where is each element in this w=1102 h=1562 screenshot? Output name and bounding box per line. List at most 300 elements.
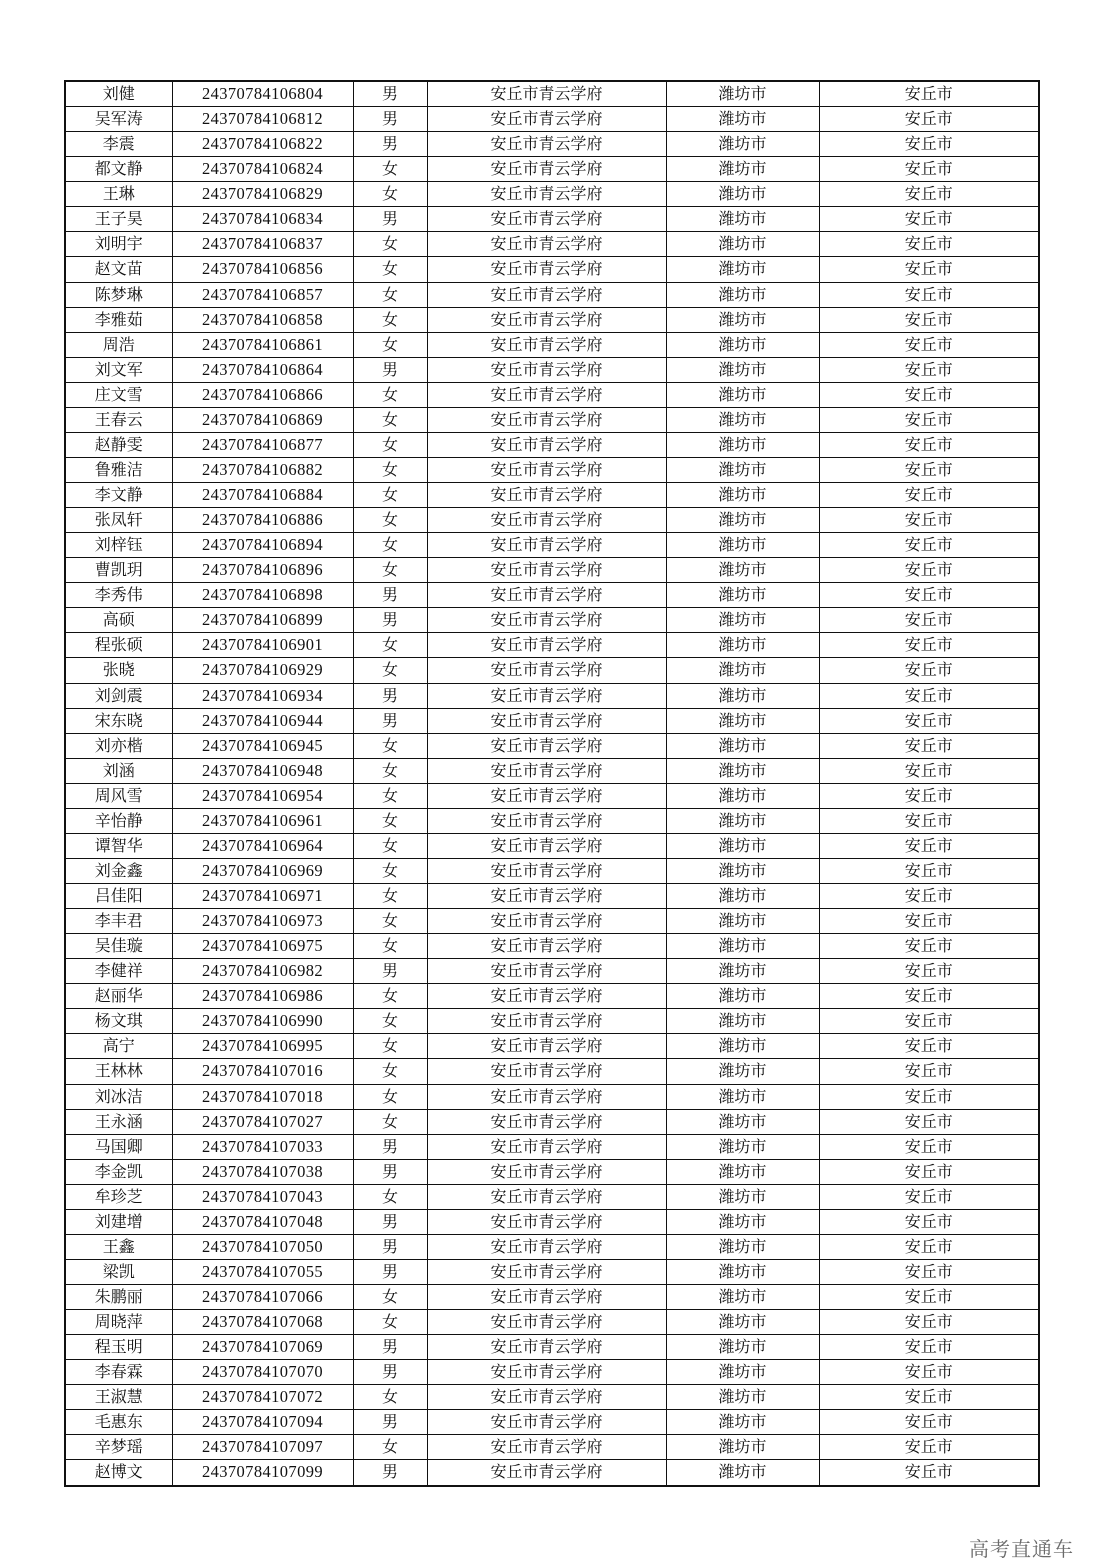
table-row [65, 457, 1039, 482]
cell-county: 安丘市 [819, 1084, 1039, 1109]
table-row [65, 1084, 1039, 1109]
cell-school: 安丘市青云学府 [427, 658, 666, 683]
cell-gender: 男 [353, 132, 427, 157]
cell-school: 安丘市青云学府 [427, 884, 666, 909]
cell-name: 庄文雪 [65, 382, 172, 407]
cell-ticket: 24370784106858 [172, 307, 353, 332]
cell-gender: 女 [353, 407, 427, 432]
cell-city: 潍坊市 [666, 432, 819, 457]
cell-gender: 女 [353, 1109, 427, 1134]
cell-name: 谭智华 [65, 833, 172, 858]
cell-name: 赵丽华 [65, 984, 172, 1009]
cell-school: 安丘市青云学府 [427, 733, 666, 758]
cell-gender: 女 [353, 984, 427, 1009]
cell-name: 李雅茹 [65, 307, 172, 332]
cell-gender: 女 [353, 658, 427, 683]
cell-ticket: 24370784107033 [172, 1134, 353, 1159]
cell-ticket: 24370784107070 [172, 1360, 353, 1385]
cell-county: 安丘市 [819, 1209, 1039, 1234]
cell-city: 潍坊市 [666, 959, 819, 984]
cell-school: 安丘市青云学府 [427, 407, 666, 432]
cell-ticket: 24370784107038 [172, 1159, 353, 1184]
cell-city: 潍坊市 [666, 207, 819, 232]
cell-gender: 女 [353, 432, 427, 457]
table-row [65, 382, 1039, 407]
cell-ticket: 24370784106961 [172, 808, 353, 833]
cell-school: 安丘市青云学府 [427, 1435, 666, 1460]
cell-name: 周浩 [65, 332, 172, 357]
table-row [65, 81, 1039, 107]
table-row [65, 407, 1039, 432]
cell-county: 安丘市 [819, 107, 1039, 132]
cell-school: 安丘市青云学府 [427, 1360, 666, 1385]
cell-ticket: 24370784106886 [172, 508, 353, 533]
cell-city: 潍坊市 [666, 508, 819, 533]
cell-gender: 男 [353, 583, 427, 608]
cell-ticket: 24370784106884 [172, 483, 353, 508]
cell-gender: 女 [353, 733, 427, 758]
cell-name: 鲁雅洁 [65, 457, 172, 482]
cell-school: 安丘市青云学府 [427, 858, 666, 883]
cell-name: 朱鹏丽 [65, 1285, 172, 1310]
cell-name: 王琳 [65, 182, 172, 207]
cell-school: 安丘市青云学府 [427, 833, 666, 858]
cell-county: 安丘市 [819, 683, 1039, 708]
cell-city: 潍坊市 [666, 232, 819, 257]
cell-county: 安丘市 [819, 332, 1039, 357]
cell-city: 潍坊市 [666, 157, 819, 182]
cell-gender: 女 [353, 1059, 427, 1084]
cell-ticket: 24370784107048 [172, 1209, 353, 1234]
cell-ticket: 24370784106869 [172, 407, 353, 432]
cell-ticket: 24370784107027 [172, 1109, 353, 1134]
cell-county: 安丘市 [819, 858, 1039, 883]
cell-city: 潍坊市 [666, 683, 819, 708]
table-row [65, 1134, 1039, 1159]
cell-gender: 女 [353, 257, 427, 282]
cell-gender: 女 [353, 1285, 427, 1310]
cell-school: 安丘市青云学府 [427, 1134, 666, 1159]
cell-name: 王淑慧 [65, 1385, 172, 1410]
cell-name: 牟珍芝 [65, 1184, 172, 1209]
table-row [65, 533, 1039, 558]
cell-name: 赵静雯 [65, 432, 172, 457]
cell-school: 安丘市青云学府 [427, 1209, 666, 1234]
cell-county: 安丘市 [819, 457, 1039, 482]
cell-gender: 男 [353, 1410, 427, 1435]
table-row [65, 1009, 1039, 1034]
cell-city: 潍坊市 [666, 909, 819, 934]
table-row [65, 107, 1039, 132]
cell-city: 潍坊市 [666, 658, 819, 683]
cell-ticket: 24370784107099 [172, 1460, 353, 1486]
cell-name: 宋东晓 [65, 708, 172, 733]
cell-name: 赵文苗 [65, 257, 172, 282]
cell-name: 杨文琪 [65, 1009, 172, 1034]
cell-city: 潍坊市 [666, 1159, 819, 1184]
cell-school: 安丘市青云学府 [427, 257, 666, 282]
table-row [65, 708, 1039, 733]
cell-school: 安丘市青云学府 [427, 1285, 666, 1310]
cell-county: 安丘市 [819, 1435, 1039, 1460]
cell-school: 安丘市青云学府 [427, 1410, 666, 1435]
cell-school: 安丘市青云学府 [427, 984, 666, 1009]
cell-gender: 女 [353, 332, 427, 357]
table-row [65, 332, 1039, 357]
cell-city: 潍坊市 [666, 808, 819, 833]
cell-gender: 女 [353, 1184, 427, 1209]
cell-ticket: 24370784106877 [172, 432, 353, 457]
cell-county: 安丘市 [819, 533, 1039, 558]
cell-name: 王子昊 [65, 207, 172, 232]
table-row [65, 307, 1039, 332]
cell-gender: 女 [353, 808, 427, 833]
cell-gender: 女 [353, 884, 427, 909]
cell-county: 安丘市 [819, 708, 1039, 733]
cell-gender: 女 [353, 483, 427, 508]
cell-school: 安丘市青云学府 [427, 307, 666, 332]
cell-city: 潍坊市 [666, 1034, 819, 1059]
cell-county: 安丘市 [819, 1034, 1039, 1059]
cell-city: 潍坊市 [666, 257, 819, 282]
cell-name: 程玉明 [65, 1335, 172, 1360]
cell-county: 安丘市 [819, 1335, 1039, 1360]
cell-gender: 男 [353, 959, 427, 984]
cell-county: 安丘市 [819, 1259, 1039, 1284]
cell-county: 安丘市 [819, 909, 1039, 934]
cell-gender: 女 [353, 382, 427, 407]
cell-city: 潍坊市 [666, 1134, 819, 1159]
cell-city: 潍坊市 [666, 483, 819, 508]
cell-ticket: 24370784106986 [172, 984, 353, 1009]
cell-city: 潍坊市 [666, 1234, 819, 1259]
table-row [65, 608, 1039, 633]
cell-gender: 男 [353, 1159, 427, 1184]
cell-gender: 女 [353, 1034, 427, 1059]
cell-gender: 女 [353, 1435, 427, 1460]
table-row [65, 1460, 1039, 1486]
cell-school: 安丘市青云学府 [427, 533, 666, 558]
cell-gender: 男 [353, 708, 427, 733]
cell-ticket: 24370784106969 [172, 858, 353, 883]
cell-city: 潍坊市 [666, 1285, 819, 1310]
cell-county: 安丘市 [819, 157, 1039, 182]
cell-school: 安丘市青云学府 [427, 1034, 666, 1059]
table-row [65, 1034, 1039, 1059]
cell-ticket: 24370784106971 [172, 884, 353, 909]
cell-gender: 男 [353, 608, 427, 633]
cell-school: 安丘市青云学府 [427, 1184, 666, 1209]
cell-county: 安丘市 [819, 608, 1039, 633]
cell-city: 潍坊市 [666, 984, 819, 1009]
cell-gender: 女 [353, 758, 427, 783]
table-row [65, 1335, 1039, 1360]
cell-county: 安丘市 [819, 508, 1039, 533]
cell-name: 刘文军 [65, 357, 172, 382]
cell-ticket: 24370784106882 [172, 457, 353, 482]
cell-ticket: 24370784107018 [172, 1084, 353, 1109]
table-row [65, 182, 1039, 207]
cell-ticket: 24370784106934 [172, 683, 353, 708]
cell-county: 安丘市 [819, 1460, 1039, 1486]
cell-county: 安丘市 [819, 733, 1039, 758]
cell-gender: 男 [353, 81, 427, 107]
cell-school: 安丘市青云学府 [427, 708, 666, 733]
cell-name: 王春云 [65, 407, 172, 432]
cell-ticket: 24370784107016 [172, 1059, 353, 1084]
cell-school: 安丘市青云学府 [427, 483, 666, 508]
table-row [65, 1059, 1039, 1084]
cell-gender: 男 [353, 357, 427, 382]
cell-name: 刘冰洁 [65, 1084, 172, 1109]
cell-gender: 女 [353, 909, 427, 934]
cell-name: 赵博文 [65, 1460, 172, 1486]
cell-ticket: 24370784106896 [172, 558, 353, 583]
cell-city: 潍坊市 [666, 758, 819, 783]
table-row [65, 1385, 1039, 1410]
cell-ticket: 24370784106973 [172, 909, 353, 934]
cell-ticket: 24370784107043 [172, 1184, 353, 1209]
cell-school: 安丘市青云学府 [427, 157, 666, 182]
cell-name: 刘金鑫 [65, 858, 172, 883]
table-row [65, 1209, 1039, 1234]
cell-gender: 女 [353, 1084, 427, 1109]
cell-school: 安丘市青云学府 [427, 783, 666, 808]
cell-ticket: 24370784106948 [172, 758, 353, 783]
cell-name: 吴军涛 [65, 107, 172, 132]
cell-city: 潍坊市 [666, 1084, 819, 1109]
cell-school: 安丘市青云学府 [427, 107, 666, 132]
cell-ticket: 24370784106944 [172, 708, 353, 733]
cell-name: 高硕 [65, 608, 172, 633]
cell-name: 刘剑震 [65, 683, 172, 708]
cell-ticket: 24370784106964 [172, 833, 353, 858]
cell-gender: 女 [353, 157, 427, 182]
cell-county: 安丘市 [819, 1184, 1039, 1209]
cell-gender: 男 [353, 1234, 427, 1259]
cell-name: 李震 [65, 132, 172, 157]
cell-city: 潍坊市 [666, 1109, 819, 1134]
cell-name: 王林林 [65, 1059, 172, 1084]
cell-gender: 女 [353, 633, 427, 658]
table-row [65, 432, 1039, 457]
cell-county: 安丘市 [819, 633, 1039, 658]
cell-county: 安丘市 [819, 808, 1039, 833]
table-row [65, 157, 1039, 182]
table-row [65, 1360, 1039, 1385]
table-row [65, 483, 1039, 508]
cell-city: 潍坊市 [666, 1184, 819, 1209]
cell-city: 潍坊市 [666, 1435, 819, 1460]
table-row [65, 783, 1039, 808]
cell-name: 毛惠东 [65, 1410, 172, 1435]
cell-name: 刘健 [65, 81, 172, 107]
table-row [65, 833, 1039, 858]
cell-county: 安丘市 [819, 81, 1039, 107]
cell-gender: 女 [353, 457, 427, 482]
table-row [65, 257, 1039, 282]
cell-ticket: 24370784106945 [172, 733, 353, 758]
cell-county: 安丘市 [819, 132, 1039, 157]
cell-city: 潍坊市 [666, 783, 819, 808]
cell-city: 潍坊市 [666, 858, 819, 883]
cell-gender: 女 [353, 307, 427, 332]
table-row [65, 934, 1039, 959]
cell-ticket: 24370784107068 [172, 1310, 353, 1335]
cell-school: 安丘市青云学府 [427, 1335, 666, 1360]
table-row [65, 1285, 1039, 1310]
cell-gender: 女 [353, 558, 427, 583]
cell-city: 潍坊市 [666, 107, 819, 132]
cell-school: 安丘市青云学府 [427, 1159, 666, 1184]
cell-gender: 男 [353, 683, 427, 708]
cell-school: 安丘市青云学府 [427, 1259, 666, 1284]
cell-county: 安丘市 [819, 407, 1039, 432]
cell-school: 安丘市青云学府 [427, 332, 666, 357]
table-row [65, 683, 1039, 708]
cell-gender: 女 [353, 783, 427, 808]
cell-ticket: 24370784106898 [172, 583, 353, 608]
cell-school: 安丘市青云学府 [427, 207, 666, 232]
cell-school: 安丘市青云学府 [427, 1084, 666, 1109]
cell-city: 潍坊市 [666, 1009, 819, 1034]
roster-body [65, 81, 1039, 1486]
cell-name: 张晓 [65, 658, 172, 683]
cell-city: 潍坊市 [666, 1385, 819, 1410]
cell-county: 安丘市 [819, 783, 1039, 808]
cell-name: 曹凯玥 [65, 558, 172, 583]
cell-school: 安丘市青云学府 [427, 758, 666, 783]
cell-county: 安丘市 [819, 1360, 1039, 1385]
cell-school: 安丘市青云学府 [427, 282, 666, 307]
cell-city: 潍坊市 [666, 934, 819, 959]
roster-table [64, 80, 1040, 1487]
cell-school: 安丘市青云学府 [427, 959, 666, 984]
cell-county: 安丘市 [819, 1134, 1039, 1159]
cell-county: 安丘市 [819, 1385, 1039, 1410]
cell-ticket: 24370784107055 [172, 1259, 353, 1284]
cell-school: 安丘市青云学府 [427, 132, 666, 157]
cell-name: 刘梓钰 [65, 533, 172, 558]
cell-ticket: 24370784106990 [172, 1009, 353, 1034]
cell-city: 潍坊市 [666, 407, 819, 432]
cell-name: 刘亦楷 [65, 733, 172, 758]
table-row [65, 658, 1039, 683]
cell-ticket: 24370784106804 [172, 81, 353, 107]
cell-school: 安丘市青云学府 [427, 633, 666, 658]
cell-name: 王永涵 [65, 1109, 172, 1134]
cell-county: 安丘市 [819, 1410, 1039, 1435]
cell-school: 安丘市青云学府 [427, 357, 666, 382]
cell-ticket: 24370784107094 [172, 1410, 353, 1435]
cell-ticket: 24370784107066 [172, 1285, 353, 1310]
watermark: 高考直通车 [969, 1537, 1074, 1561]
cell-ticket: 24370784106861 [172, 332, 353, 357]
cell-school: 安丘市青云学府 [427, 808, 666, 833]
cell-school: 安丘市青云学府 [427, 558, 666, 583]
table-row [65, 858, 1039, 883]
table-row [65, 733, 1039, 758]
cell-ticket: 24370784106901 [172, 633, 353, 658]
cell-city: 潍坊市 [666, 307, 819, 332]
cell-city: 潍坊市 [666, 1209, 819, 1234]
cell-county: 安丘市 [819, 1285, 1039, 1310]
cell-school: 安丘市青云学府 [427, 683, 666, 708]
cell-school: 安丘市青云学府 [427, 457, 666, 482]
cell-county: 安丘市 [819, 257, 1039, 282]
cell-name: 吕佳阳 [65, 884, 172, 909]
cell-name: 辛梦瑶 [65, 1435, 172, 1460]
cell-school: 安丘市青云学府 [427, 382, 666, 407]
table-row [65, 1310, 1039, 1335]
cell-name: 刘涵 [65, 758, 172, 783]
cell-city: 潍坊市 [666, 1460, 819, 1486]
cell-ticket: 24370784106929 [172, 658, 353, 683]
cell-gender: 男 [353, 1134, 427, 1159]
cell-ticket: 24370784106812 [172, 107, 353, 132]
cell-school: 安丘市青云学府 [427, 81, 666, 107]
cell-ticket: 24370784107050 [172, 1234, 353, 1259]
cell-name: 李健祥 [65, 959, 172, 984]
cell-name: 李丰君 [65, 909, 172, 934]
cell-name: 周风雪 [65, 783, 172, 808]
cell-name: 李文静 [65, 483, 172, 508]
cell-gender: 男 [353, 1209, 427, 1234]
cell-gender: 男 [353, 1259, 427, 1284]
cell-county: 安丘市 [819, 1159, 1039, 1184]
cell-city: 潍坊市 [666, 558, 819, 583]
table-row [65, 959, 1039, 984]
cell-school: 安丘市青云学府 [427, 1234, 666, 1259]
cell-school: 安丘市青云学府 [427, 1310, 666, 1335]
cell-ticket: 24370784106894 [172, 533, 353, 558]
cell-city: 潍坊市 [666, 1059, 819, 1084]
cell-county: 安丘市 [819, 558, 1039, 583]
cell-school: 安丘市青云学府 [427, 1059, 666, 1084]
cell-name: 陈梦琳 [65, 282, 172, 307]
cell-gender: 女 [353, 1009, 427, 1034]
cell-county: 安丘市 [819, 483, 1039, 508]
cell-county: 安丘市 [819, 1234, 1039, 1259]
cell-ticket: 24370784107072 [172, 1385, 353, 1410]
cell-county: 安丘市 [819, 959, 1039, 984]
cell-county: 安丘市 [819, 1059, 1039, 1084]
cell-gender: 男 [353, 1335, 427, 1360]
table-row [65, 508, 1039, 533]
cell-ticket: 24370784106866 [172, 382, 353, 407]
table-row [65, 1410, 1039, 1435]
cell-county: 安丘市 [819, 307, 1039, 332]
cell-ticket: 24370784106975 [172, 934, 353, 959]
table-row [65, 1234, 1039, 1259]
cell-city: 潍坊市 [666, 633, 819, 658]
cell-school: 安丘市青云学府 [427, 934, 666, 959]
cell-name: 李秀伟 [65, 583, 172, 608]
cell-city: 潍坊市 [666, 583, 819, 608]
cell-school: 安丘市青云学府 [427, 508, 666, 533]
cell-county: 安丘市 [819, 583, 1039, 608]
cell-gender: 男 [353, 207, 427, 232]
cell-city: 潍坊市 [666, 382, 819, 407]
cell-ticket: 24370784106899 [172, 608, 353, 633]
cell-ticket: 24370784106824 [172, 157, 353, 182]
cell-city: 潍坊市 [666, 708, 819, 733]
cell-gender: 男 [353, 107, 427, 132]
cell-name: 辛怡静 [65, 808, 172, 833]
cell-gender: 女 [353, 833, 427, 858]
cell-school: 安丘市青云学府 [427, 432, 666, 457]
cell-city: 潍坊市 [666, 332, 819, 357]
